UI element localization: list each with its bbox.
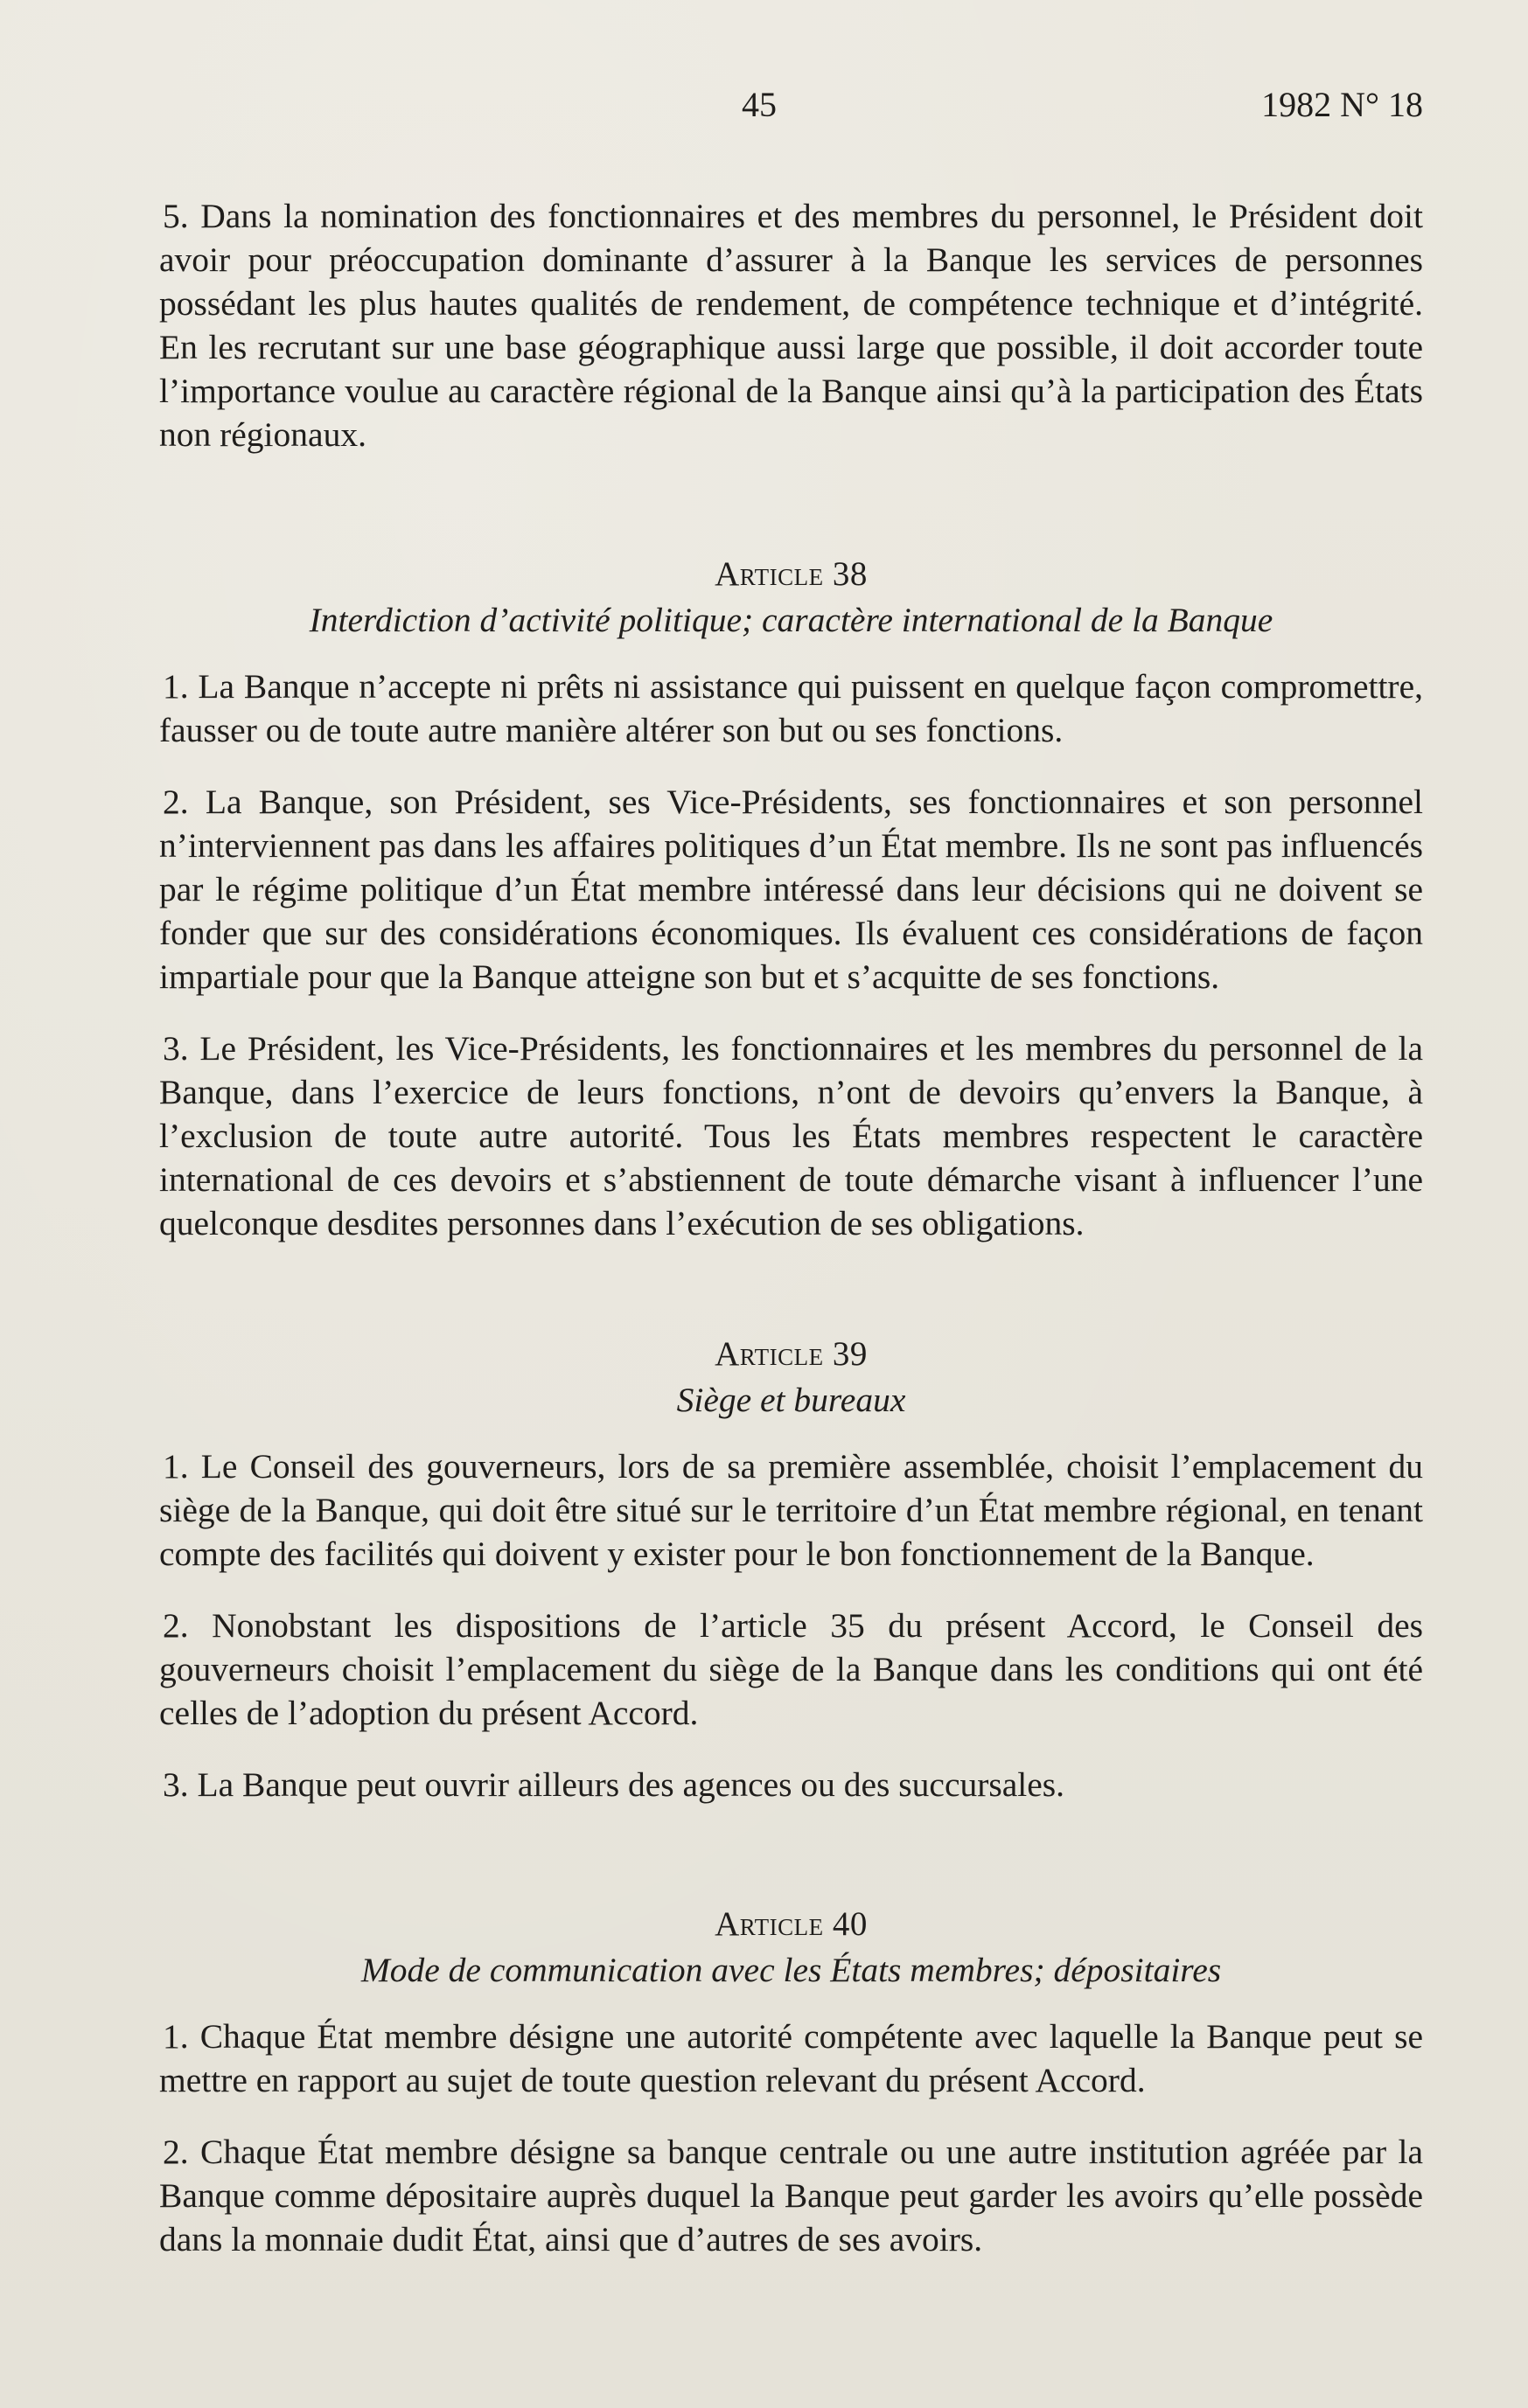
paragraph-art40-1: 1. Chaque État membre désigne une autorité compétente avec laquelle la Banque peut se mettre en rapport au sujet de toute question relevant du présent Accord. (159, 2017, 1423, 2099)
article-39-header (159, 1333, 1423, 1423)
paragraph-art39-2: 2. Nonobstant les dispositions de l’article 35 du présent Accord, le Conseil des gouverneurs choisit l’emplacement du siège de la Banque dans les conditions qui ont été celles de l’adoption du présent Accord. (159, 1606, 1423, 1732)
paragraph-art39-3: 3. La Banque peut ouvrir ailleurs des agences ou des succursales. (163, 1765, 1065, 1804)
volume-reference: 1982 N° 18 (1261, 85, 1423, 124)
paragraph-art37-5: 5. Dans la nomination des fonctionnaires et des membres du personnel, le Président doit avoir pour préoccupation dominante d’assurer à la Banque les services de personnes possédant les plus hautes qualités de rendement, de compétence technique et d’intégrité. En les recrutant sur une base géographique aussi large que possible, il doit accorder toute l’importance voulue au caractère régional de la Banque ainsi qu’à la participation des États non régionaux. (159, 197, 1423, 454)
article-heading: Article 38 (715, 555, 868, 593)
article-subtitle: Siège et bureaux (676, 1381, 906, 1419)
article-38-header (159, 553, 1423, 644)
paragraph-art40-2: 2. Chaque État membre désigne sa banque centrale ou une autre institution agréée par la Banque comme dépositaire auprès duquel la Banque peut garder les avoirs qu’elle possède dans la monnaie dudit État, ainsi que d’autres de ses avoirs. (159, 2133, 1423, 2258)
article-heading: Article 40 (715, 1905, 868, 1943)
running-header (159, 84, 1423, 136)
paragraph-art39-1: 1. Le Conseil des gouverneurs, lors de sa première assemblée, choisit l’emplacement du siège de la Banque, qui doit être situé sur le territoire d’un État membre régional, en tenant compte des facilités qui doivent y exister pour le bon fonctionnement de la Banque. (159, 1447, 1423, 1573)
article-subtitle: Interdiction d’activité politique; caractère international de la Banque (309, 601, 1273, 639)
page-body (159, 194, 1423, 2261)
paragraph-art38-1: 1. La Banque n’accepte ni prêts ni assistance qui puissent en quelque façon compromettre, fausser ou de toute autre manière altérer son but ou ses fonctions. (159, 667, 1423, 749)
article-subtitle: Mode de communication avec les États membres; dépositaires (360, 1951, 1222, 1989)
page-number: 45 (742, 85, 777, 124)
paragraph-art38-2: 2. La Banque, son Président, ses Vice-Présidents, ses fonctionnaires et son personnel n’interviennent pas dans les affaires politiques d’un État membre. Ils ne sont pas influencés par le régime politique d’un État membre intéressé dans leur décisions qui ne doivent se fonder que sur des considérations économiques. Ils évaluent ces considérations de façon impartiale pour que la Banque atteigne son but et s’acquitte de ses fonctions. (159, 783, 1424, 996)
article-heading: Article 39 (715, 1335, 868, 1373)
article-40-header (159, 1903, 1423, 1994)
paragraph-art38-3: 3. Le Président, les Vice-Présidents, les fonctionnaires et les membres du personnel de la Banque, dans l’exercice de leurs fonctions, n’ont de devoirs qu’envers la Banque, à l’exclusion de toute autre autorité. Tous les États membres respectent le caractère international de ces devoirs et s’abstiennent de toute démarche visant à influencer l’une quelconque desdites personnes dans l’exécution de ses obligations. (159, 1029, 1423, 1242)
